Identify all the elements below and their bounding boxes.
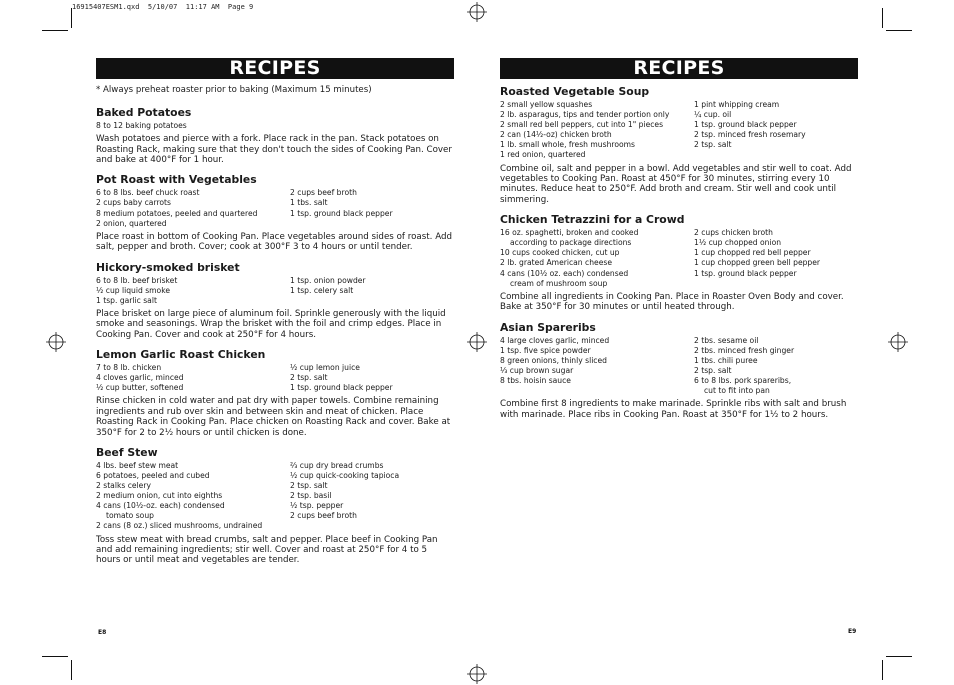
recipe-instructions: Toss stew meat with bread crumbs, salt and pepper. Place beef in Cooking Pan and add remaining ingredients; stir well. Cover and roast at 250°F for 4 to 5 hours or until meat and vegetables are tender. bbox=[96, 534, 438, 566]
ingredient-item: 1 tsp. garlic salt bbox=[96, 295, 157, 305]
ingredient-list bbox=[500, 100, 858, 161]
page-number: E8 bbox=[98, 629, 107, 636]
ingredient-item: ½ cup quick-cooking tapioca bbox=[290, 471, 400, 480]
ingredient-item: ½ cup liquid smoke bbox=[96, 285, 170, 295]
ingredient-item: 2 cups baby carrots bbox=[96, 198, 171, 208]
registration-mark-icon bbox=[467, 332, 487, 352]
ingredient-item: 2 small red bell peppers, cut into 1" pieces bbox=[500, 120, 664, 130]
ingredient-item: 7 to 8 lb. chicken bbox=[96, 363, 162, 372]
recipe-title: Roasted Vegetable Soup bbox=[500, 85, 650, 98]
ingredient-item: 8 green onions, thinly sliced bbox=[500, 355, 607, 365]
ingredient-item: 2 stalks celery bbox=[96, 481, 151, 491]
recipe-list bbox=[500, 85, 858, 420]
recipe-title: Lemon Garlic Roast Chicken bbox=[96, 348, 266, 361]
recipe-title: Baked Potatoes bbox=[96, 106, 192, 119]
crop-mark bbox=[886, 656, 912, 657]
ingredient-item: 2 lb. asparagus, tips and tender portion only bbox=[500, 110, 670, 120]
ingredient-item: according to package directions bbox=[510, 238, 632, 248]
ingredient-item bbox=[500, 386, 694, 396]
ingredient-item: 1 tsp. ground black pepper bbox=[694, 268, 797, 278]
ingredient-item: 1 tsp. ground black pepper bbox=[290, 383, 393, 393]
ingredient-item: 2 cans (8 oz.) sliced mushrooms, undrained bbox=[96, 521, 263, 531]
ingredient-item: cream of mushroom soup bbox=[510, 278, 608, 288]
ingredient-item: 2 lb. grated American cheese bbox=[500, 258, 612, 268]
recipe-block bbox=[96, 173, 454, 252]
ingredient-item: 2 onion, quartered bbox=[96, 218, 167, 228]
recipe-block bbox=[96, 106, 454, 165]
recipe-title: Hickory-smoked brisket bbox=[96, 260, 240, 274]
ingredient-item: 10 cups cooked chicken, cut up bbox=[500, 248, 620, 258]
registration-mark-icon bbox=[46, 332, 66, 352]
crop-mark bbox=[882, 8, 883, 28]
ingredient-item: 8 to 12 baking potatoes bbox=[96, 121, 187, 130]
ingredient-item: 2 cups chicken broth bbox=[694, 228, 773, 238]
ingredient-item: 4 cans (10½-oz. each) condensed bbox=[96, 501, 225, 511]
ingredient-item: 1 tsp. five spice powder bbox=[500, 345, 591, 355]
ingredient-item: 2 tsp. minced fresh rosemary bbox=[694, 130, 806, 140]
page-banner: RECIPES bbox=[96, 58, 454, 79]
ingredient-list bbox=[96, 188, 454, 228]
recipe-title: Chicken Tetrazzini for a Crowd bbox=[500, 213, 685, 227]
ingredient-item: 1 cup chopped green bell pepper bbox=[694, 258, 821, 268]
recipe-block bbox=[96, 348, 454, 438]
preheat-note: * Always preheat roaster prior to baking (Maximum 15 minutes) bbox=[96, 85, 372, 95]
ingredient-list bbox=[96, 276, 454, 306]
ingredient-item: 2 cups beef broth bbox=[290, 188, 357, 198]
ingredient-item: 1 tsp. ground black pepper bbox=[290, 208, 393, 218]
ingredient-item: ½ cup butter, softened bbox=[96, 383, 184, 393]
ingredient-item: 6 to 8 lb. beef brisket bbox=[96, 275, 178, 285]
ingredient-list bbox=[500, 336, 858, 397]
ingredient-item: 2 tsp. salt bbox=[694, 140, 732, 150]
page-banner: RECIPES bbox=[500, 58, 858, 79]
ingredient-item: 1 tsp. celery salt bbox=[290, 285, 354, 295]
ingredient-item: 1 lb. small whole, fresh mushrooms bbox=[500, 140, 635, 150]
ingredient-item: 2 tsp. basil bbox=[290, 491, 332, 501]
recipe-instructions: Combine all ingredients in Cooking Pan. Place in Roaster Oven Body and cover. Bake at 350°F for 30 minutes or until heated through. bbox=[500, 291, 844, 313]
ingredient-item: 4 cloves garlic, minced bbox=[96, 373, 184, 383]
ingredient-item: 2 tsp. salt bbox=[290, 373, 328, 383]
ingredient-item: 1 cup chopped red bell pepper bbox=[694, 248, 811, 258]
ingredient-item: ¼ cup. oil bbox=[694, 110, 732, 120]
ingredient-item: 16 oz. spaghetti, broken and cooked bbox=[500, 228, 639, 238]
recipe-title: Beef Stew bbox=[96, 445, 158, 459]
recipe-instructions: Combine first 8 ingredients to make marinade. Sprinkle ribs with salt and brush with marinade. Place ribs in Cooking Pan. Roast at 350°F for 1½ to 2 hours. bbox=[500, 399, 847, 420]
ingredient-list bbox=[500, 228, 858, 289]
ingredient-item: 2 cups beef broth bbox=[290, 511, 357, 521]
print-slug: 16915407ESM1.qxd 5/10/07 11:17 AM Page 9 bbox=[72, 3, 254, 11]
ingredient-item: 4 lbs. beef stew meat bbox=[96, 460, 179, 470]
ingredient-item bbox=[694, 150, 858, 160]
ingredient-item: 6 potatoes, peeled and cubed bbox=[96, 471, 210, 480]
recipe-block bbox=[500, 321, 858, 420]
recipe-instructions: Combine oil, salt and pepper in a bowl. Add vegetables and stir well to coat. Add vegetables to Cooking Pan. Roast at 450°F for 30 minutes, stirring every 10 minutes. Reduce heat to 250°F. Add broth and cream. Stir well and cook until simmering. bbox=[500, 163, 852, 205]
crop-mark bbox=[886, 30, 912, 31]
ingredient-item: 1 tbs. salt bbox=[290, 198, 328, 208]
ingredient-item: 2 tbs. sesame oil bbox=[694, 335, 759, 345]
right-page bbox=[500, 58, 858, 420]
recipe-block bbox=[96, 446, 454, 566]
ingredient-item: 6 to 8 lbs. beef chuck roast bbox=[96, 188, 200, 198]
ingredient-item: 1 pint whipping cream bbox=[694, 100, 780, 109]
registration-mark-icon bbox=[467, 2, 487, 22]
recipe-instructions: Place roast in bottom of Cooking Pan. Place vegetables around sides of roast. Add salt, pepper and broth. Cover; cook at 300°F 3 to 4 hours or until tender. bbox=[96, 231, 453, 253]
ingredient-item: 2 tsp. salt bbox=[290, 481, 328, 491]
page-number: E9 bbox=[848, 628, 857, 635]
crop-mark bbox=[42, 656, 68, 657]
ingredient-item: ⅔ cup dry bread crumbs bbox=[290, 460, 384, 470]
ingredient-item: 2 tsp. salt bbox=[694, 365, 732, 375]
crop-mark bbox=[71, 660, 72, 680]
left-page bbox=[96, 58, 454, 566]
ingredient-item bbox=[290, 296, 454, 306]
ingredient-list bbox=[96, 363, 454, 393]
recipe-list bbox=[96, 106, 454, 566]
recipe-block bbox=[500, 85, 858, 205]
recipe-title: Pot Roast with Vegetables bbox=[96, 173, 257, 187]
ingredient-item bbox=[290, 521, 454, 531]
ingredient-list bbox=[96, 461, 454, 532]
ingredient-item: ½ tsp. pepper bbox=[290, 501, 344, 511]
ingredient-item: ½ cup lemon juice bbox=[290, 363, 360, 372]
crop-mark bbox=[42, 30, 68, 31]
recipe-block bbox=[500, 213, 858, 312]
ingredient-item: 1 tsp. ground black pepper bbox=[694, 120, 797, 130]
ingredient-item: 1 tbs. chili puree bbox=[694, 355, 758, 365]
recipe-instructions: Rinse chicken in cold water and pat dry with paper towels. Combine remaining ingredients and rub over skin and between skin and meat of chicken. Place Roasting Rack in Cooking Pan. Place chicken on Roasting Rack and cover. Bake at 350°F for 2 to 2½ hours or until chicken is done. bbox=[96, 396, 451, 438]
recipe-instructions: Place brisket on large piece of aluminum foil. Sprinkle generously with the liquid smoke and seasonings. Wrap the brisket with the foil and crimp edges. Place in Cooking Pan. Cover and cook at 250°F for 4 hours. bbox=[96, 308, 446, 340]
registration-mark-icon bbox=[888, 332, 908, 352]
ingredient-list bbox=[96, 121, 454, 131]
ingredient-item: 2 small yellow squashes bbox=[500, 100, 593, 109]
crop-mark bbox=[882, 660, 883, 680]
ingredient-item: 4 large cloves garlic, minced bbox=[500, 335, 610, 345]
crop-mark bbox=[71, 8, 72, 28]
ingredient-item: 2 can (14½-oz) chicken broth bbox=[500, 130, 612, 140]
ingredient-item: 1½ cup chopped onion bbox=[694, 238, 782, 248]
ingredient-item: 2 medium onion, cut into eighths bbox=[96, 491, 223, 501]
ingredient-item: cut to fit into pan bbox=[704, 386, 770, 396]
ingredient-item bbox=[694, 279, 858, 289]
ingredient-item: tomato soup bbox=[106, 511, 154, 521]
ingredient-item: 8 medium potatoes, peeled and quartered bbox=[96, 208, 258, 218]
ingredient-item: 1 red onion, quartered bbox=[500, 150, 586, 160]
recipe-title: Asian Spareribs bbox=[500, 320, 596, 334]
registration-mark-icon bbox=[467, 664, 487, 684]
ingredient-item: 2 tbs. minced fresh ginger bbox=[694, 345, 795, 355]
ingredient-item: 1 tsp. onion powder bbox=[290, 275, 366, 285]
ingredient-item: ⅓ cup brown sugar bbox=[500, 365, 574, 375]
recipe-instructions: Wash potatoes and pierce with a fork. Place rack in the pan. Stack potatoes on Roasting Rack, making sure that they don't touch the sides of Cooking Pan. Cover and bake at 400°F for 1 hour. bbox=[96, 134, 452, 165]
ingredient-item: 8 tbs. hoisin sauce bbox=[500, 375, 571, 385]
ingredient-item bbox=[290, 219, 454, 229]
ingredient-item: 4 cans (10½ oz. each) condensed bbox=[500, 268, 629, 278]
recipe-block bbox=[96, 261, 454, 341]
ingredient-item: 6 to 8 lbs. pork spareribs, bbox=[694, 375, 792, 385]
